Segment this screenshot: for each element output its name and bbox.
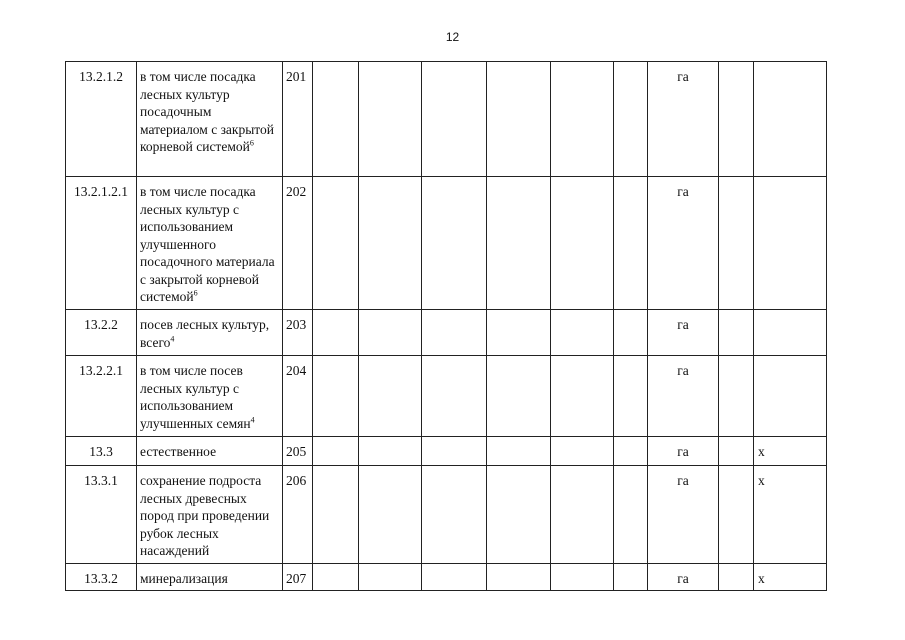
empty-cell — [719, 177, 754, 310]
row-name-cell — [137, 466, 283, 564]
row-name-cell — [137, 62, 283, 177]
row-name-text: минерализация — [140, 571, 228, 586]
unit-cell: га — [648, 437, 719, 466]
mark-cell: х — [754, 466, 827, 564]
empty-cell — [614, 466, 648, 564]
empty-cell — [359, 356, 422, 437]
row-code-cell: 202 — [283, 177, 313, 310]
mark-cell — [754, 177, 827, 310]
empty-cell — [359, 310, 422, 356]
empty-cell — [313, 356, 359, 437]
empty-cell — [359, 177, 422, 310]
unit-cell: га — [648, 564, 719, 591]
footnote-mark: 4 — [250, 415, 255, 424]
row-code-cell: 203 — [283, 310, 313, 356]
empty-cell — [422, 177, 487, 310]
empty-cell — [487, 466, 551, 564]
empty-cell — [719, 356, 754, 437]
empty-cell — [614, 356, 648, 437]
row-code-cell: 207 — [283, 564, 313, 591]
empty-cell — [719, 466, 754, 564]
footnote-mark: 6 — [249, 138, 254, 148]
unit-cell: га — [648, 177, 719, 310]
empty-cell — [359, 564, 422, 591]
table-row — [66, 356, 827, 437]
row-number-cell: 13.3.2 — [66, 564, 137, 591]
empty-cell — [487, 310, 551, 356]
unit-cell: га — [648, 62, 719, 177]
empty-cell — [551, 437, 614, 466]
empty-cell — [359, 466, 422, 564]
table-row — [66, 437, 827, 466]
unit-cell: га — [648, 466, 719, 564]
empty-cell — [487, 177, 551, 310]
empty-cell — [422, 564, 487, 591]
empty-cell — [487, 437, 551, 466]
table-row — [66, 310, 827, 356]
mark-cell: х — [754, 437, 827, 466]
footnote-mark: 6 — [193, 288, 198, 298]
table-row — [66, 62, 827, 177]
table-row — [66, 177, 827, 310]
empty-cell — [313, 564, 359, 591]
empty-cell — [313, 437, 359, 466]
empty-cell — [719, 62, 754, 177]
empty-cell — [313, 62, 359, 177]
empty-cell — [614, 437, 648, 466]
row-name-text: в том числе посадка лесных культур с использованием улучшенного посадочного материала с закрытой корневой системой — [140, 184, 275, 304]
empty-cell — [313, 177, 359, 310]
row-name-cell — [137, 564, 283, 591]
row-name-text: естественное — [140, 444, 217, 459]
empty-cell — [614, 62, 648, 177]
empty-cell — [487, 356, 551, 437]
mark-cell — [754, 310, 827, 356]
empty-cell — [422, 356, 487, 437]
row-number-cell: 13.3.1 — [66, 466, 137, 564]
empty-cell — [614, 177, 648, 310]
empty-cell — [614, 310, 648, 356]
row-name-text: посев лесных культур, всего — [140, 317, 270, 350]
empty-cell — [719, 564, 754, 591]
mark-cell: х — [754, 564, 827, 591]
row-code-cell: 204 — [283, 356, 313, 437]
empty-cell — [487, 62, 551, 177]
empty-cell — [313, 466, 359, 564]
empty-cell — [422, 437, 487, 466]
empty-cell — [422, 310, 487, 356]
empty-cell — [551, 62, 614, 177]
empty-cell — [551, 466, 614, 564]
row-number-cell: 13.3 — [66, 437, 137, 466]
row-name-text: в том числе посев лесных культур с использованием улучшенных семян — [140, 363, 251, 431]
row-code-cell: 201 — [283, 62, 313, 177]
row-number-cell: 13.2.1.2.1 — [66, 177, 137, 310]
row-name-text: в том числе посадка лесных культур посадочным материалом с закрытой корневой системой — [140, 69, 274, 154]
row-name-cell — [137, 177, 283, 310]
empty-cell — [313, 310, 359, 356]
empty-cell — [359, 437, 422, 466]
empty-cell — [614, 564, 648, 591]
row-number-cell: 13.2.2 — [66, 310, 137, 356]
report-table — [65, 61, 827, 591]
table-row — [66, 564, 827, 591]
row-name-cell — [137, 356, 283, 437]
mark-cell — [754, 356, 827, 437]
empty-cell — [551, 310, 614, 356]
row-code-cell: 205 — [283, 437, 313, 466]
row-code-cell: 206 — [283, 466, 313, 564]
row-name-cell — [137, 310, 283, 356]
table-row — [66, 466, 827, 564]
empty-cell — [551, 564, 614, 591]
row-name-cell — [137, 437, 283, 466]
empty-cell — [359, 62, 422, 177]
footnote-mark: 4 — [170, 334, 175, 343]
page-number: 12 — [445, 30, 460, 44]
empty-cell — [719, 310, 754, 356]
empty-cell — [422, 466, 487, 564]
empty-cell — [719, 437, 754, 466]
mark-cell — [754, 62, 827, 177]
unit-cell: га — [648, 310, 719, 356]
row-number-cell: 13.2.2.1 — [66, 356, 137, 437]
unit-cell: га — [648, 356, 719, 437]
empty-cell — [487, 564, 551, 591]
empty-cell — [551, 356, 614, 437]
row-name-text: сохранение подроста лесных древесных пород при проведении рубок лесных насаждений — [140, 473, 270, 558]
row-number-cell: 13.2.1.2 — [66, 62, 137, 177]
empty-cell — [422, 62, 487, 177]
empty-cell — [551, 177, 614, 310]
